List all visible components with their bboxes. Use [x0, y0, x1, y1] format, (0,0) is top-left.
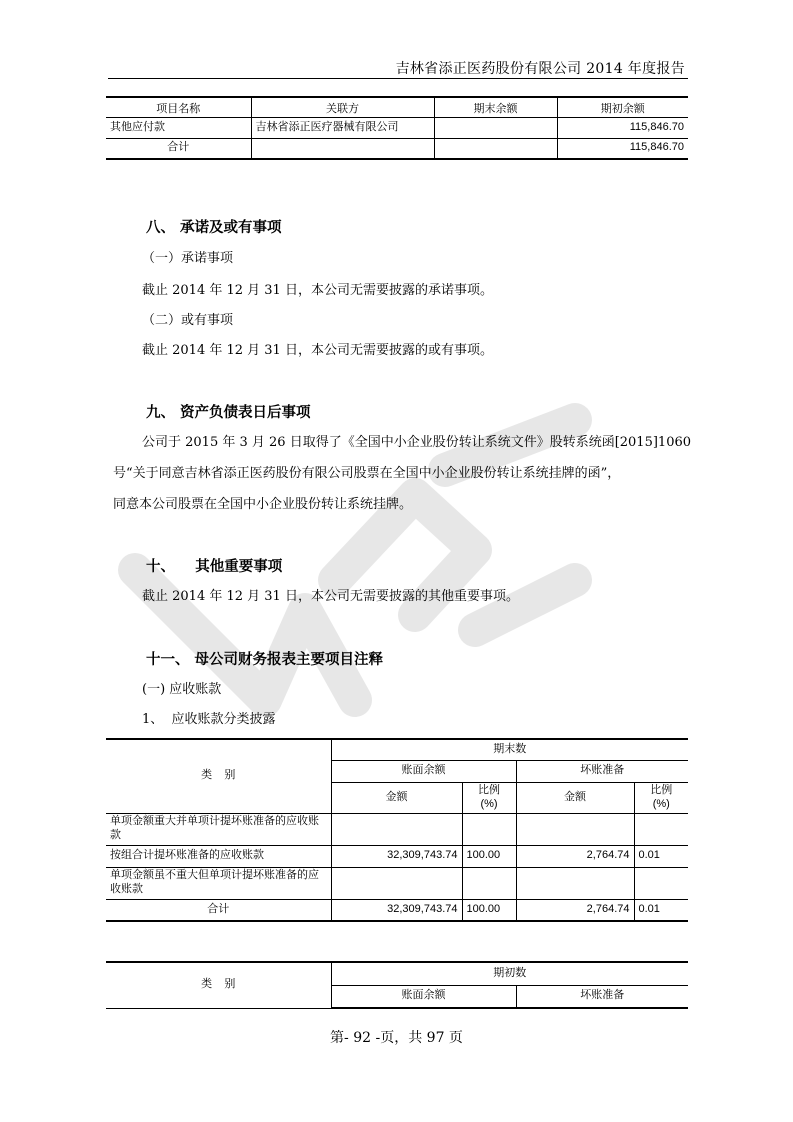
table-cell: 2,764.74 [516, 899, 634, 921]
table-cell [634, 867, 688, 899]
column-header: 关联方 [251, 97, 434, 117]
column-header: 比例(%) [634, 782, 688, 813]
column-header: 期末数 [331, 739, 688, 760]
paragraph-line: 同意本公司股票在全国中小企业股份转让系统挂牌。 [113, 497, 413, 512]
table-cell: 合计 [106, 899, 331, 921]
table-cell: 吉林省添正医疗器械有限公司 [251, 117, 434, 138]
paragraph: 截止 2014 年 12 月 31 日，本公司无需要披露的或有事项。 [142, 343, 493, 358]
table-cell [462, 867, 516, 899]
table-cell: 0.01 [634, 899, 688, 921]
column-header: 期末余额 [434, 97, 557, 117]
related-payables-table [106, 96, 688, 160]
section-title: 九、 资产负债表日后事项 [146, 405, 311, 421]
table-cell: 按组合计提坏账准备的应收账款 [106, 845, 331, 867]
table-cell: 单项金额重大并单项计提坏账准备的应收账款 [106, 813, 331, 845]
column-header: 坏账准备 [516, 985, 688, 1008]
column-header: 类 别 [106, 962, 331, 1008]
paragraph: 截止 2014 年 12 月 31 日，本公司无需要披露的其他重要事项。 [142, 589, 519, 604]
column-header: 金额 [516, 782, 634, 813]
table-cell [331, 813, 462, 845]
subsection-title: (一) 应收账款 [142, 682, 222, 697]
table-cell: 32,309,743.74 [331, 845, 462, 867]
receivables-opening-table [106, 961, 688, 1009]
table-cell: 32,309,743.74 [331, 899, 462, 921]
table-header-row [106, 739, 688, 760]
header-divider [108, 78, 688, 79]
table-row [106, 867, 688, 899]
table-row [106, 845, 688, 867]
table-cell [434, 138, 557, 159]
paragraph-line: 公司于 2015 年 3 月 26 日取得了《全国中小企业股份转让系统文件》股转系统函[2015]1060 [142, 435, 692, 450]
subsection-title: （一）承诺事项 [142, 251, 234, 266]
paragraph-line: 号“关于同意吉林省添正医药股份有限公司股票在全国中小企业股份转让系统挂牌的函”， [113, 466, 621, 481]
table-header-row [106, 962, 688, 985]
table-row [106, 899, 688, 921]
table-cell [462, 813, 516, 845]
column-header: 坏账准备 [516, 760, 688, 782]
table-cell [516, 867, 634, 899]
column-header: 账面余额 [331, 985, 516, 1008]
section-title: 八、 承诺及或有事项 [146, 220, 282, 236]
table-cell [251, 138, 434, 159]
table-cell: 115,846.70 [557, 117, 688, 138]
table-cell: 2,764.74 [516, 845, 634, 867]
table-cell: 合计 [106, 138, 251, 159]
column-header: 期初余额 [557, 97, 688, 117]
page-number: 第- 92 -页，共 97 页 [330, 1030, 463, 1046]
column-header: 类 别 [106, 739, 331, 813]
table-cell: 100.00 [462, 899, 516, 921]
receivables-ending-table [106, 738, 688, 922]
table-cell [434, 117, 557, 138]
column-header: 比例(%) [462, 782, 516, 813]
table-cell: 115,846.70 [557, 138, 688, 159]
table-header-row [106, 97, 688, 117]
table-row [106, 138, 688, 159]
subsection-title: 1、 应收账款分类披露 [142, 712, 276, 727]
subsection-title: （二）或有事项 [142, 313, 234, 328]
table-cell: 其他应付款 [106, 117, 251, 138]
column-header: 项目名称 [106, 97, 251, 117]
paragraph: 截止 2014 年 12 月 31 日，本公司无需要披露的承诺事项。 [142, 283, 493, 298]
table-cell [516, 813, 634, 845]
table-cell: 0.01 [634, 845, 688, 867]
report-header: 吉林省添正医药股份有限公司 2014 年度报告 [395, 61, 685, 77]
section-title: 十一、 母公司财务报表主要项目注释 [146, 652, 384, 668]
table-row [106, 117, 688, 138]
table-row [106, 813, 688, 845]
table-cell [634, 813, 688, 845]
table-cell: 单项金额虽不重大但单项计提坏账准备的应收账款 [106, 867, 331, 899]
table-cell: 100.00 [462, 845, 516, 867]
column-header: 账面余额 [331, 760, 516, 782]
column-header: 金额 [331, 782, 462, 813]
table-cell [331, 867, 462, 899]
column-header: 期初数 [331, 962, 688, 985]
section-title: 十、 其他重要事项 [146, 559, 283, 575]
